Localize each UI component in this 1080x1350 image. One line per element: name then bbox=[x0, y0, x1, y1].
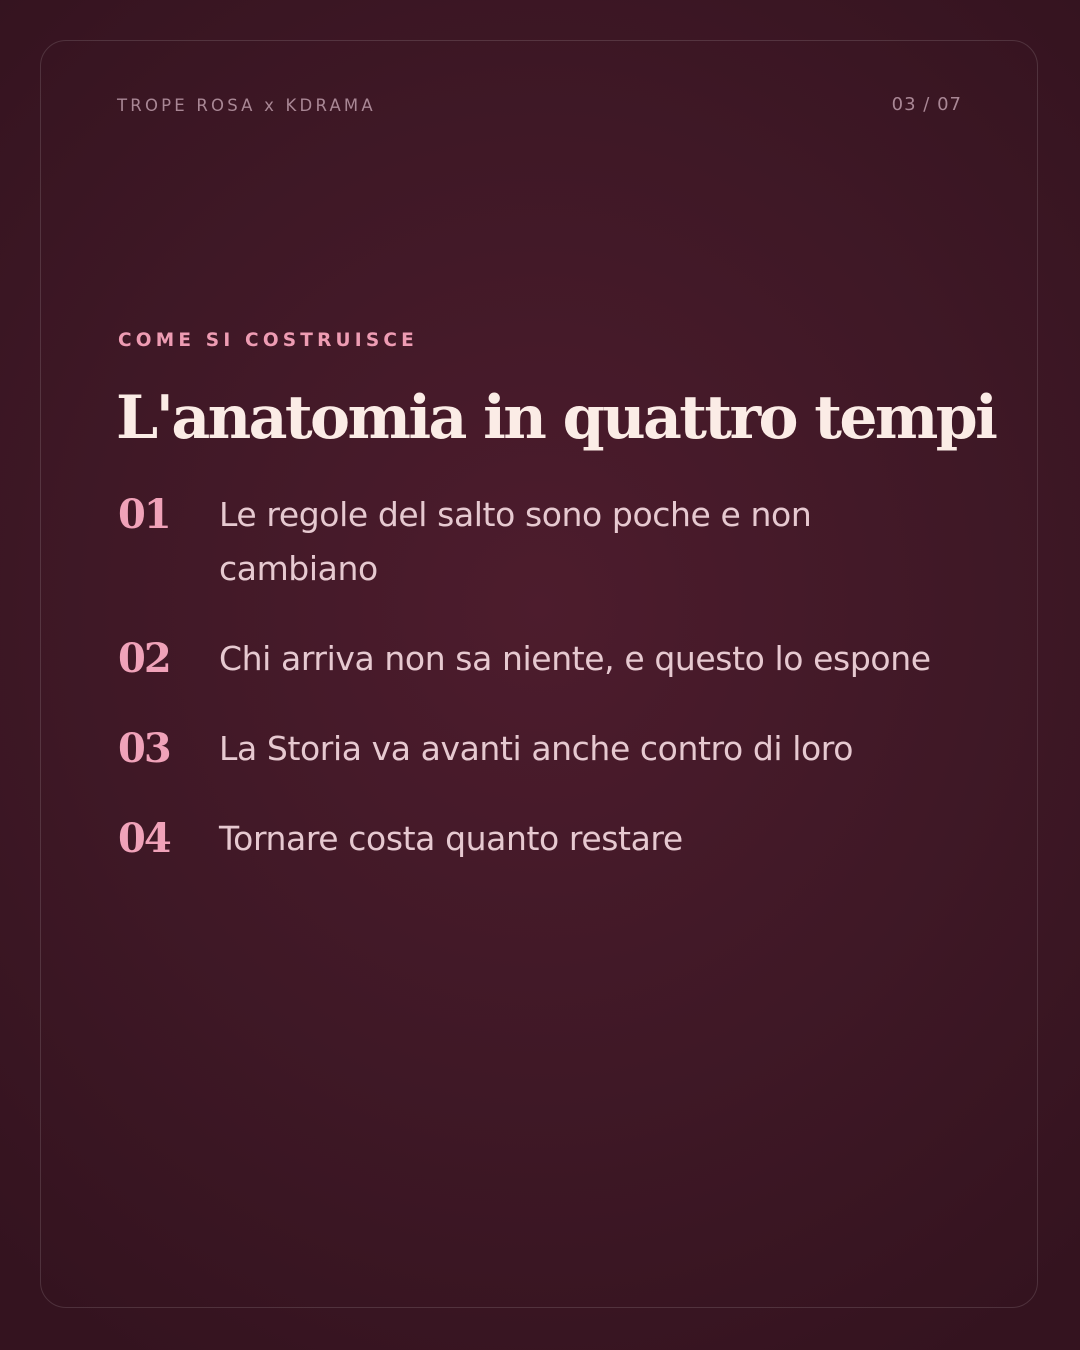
step-item bbox=[118, 488, 968, 596]
section-eyebrow: COME SI COSTRUISCE bbox=[118, 330, 418, 351]
page-indicator: 03 / 07 bbox=[891, 94, 962, 115]
step-item bbox=[118, 812, 968, 866]
step-item bbox=[118, 632, 968, 686]
steps-list bbox=[118, 488, 968, 902]
step-number: 03 bbox=[118, 725, 170, 772]
slide-title: L'anatomia in quattro tempi bbox=[116, 383, 996, 453]
step-item bbox=[118, 722, 968, 776]
step-text: Tornare costa quanto restare bbox=[219, 819, 683, 858]
brand-label: TROPE ROSA x KDRAMA bbox=[117, 96, 376, 115]
step-number: 01 bbox=[118, 491, 170, 538]
step-text: Le regole del salto sono poche e non cambiano bbox=[219, 495, 812, 588]
step-text: La Storia va avanti anche contro di loro bbox=[219, 729, 854, 768]
step-text: Chi arriva non sa niente, e questo lo espone bbox=[219, 639, 931, 678]
step-number: 02 bbox=[118, 635, 170, 682]
step-number: 04 bbox=[118, 815, 170, 862]
